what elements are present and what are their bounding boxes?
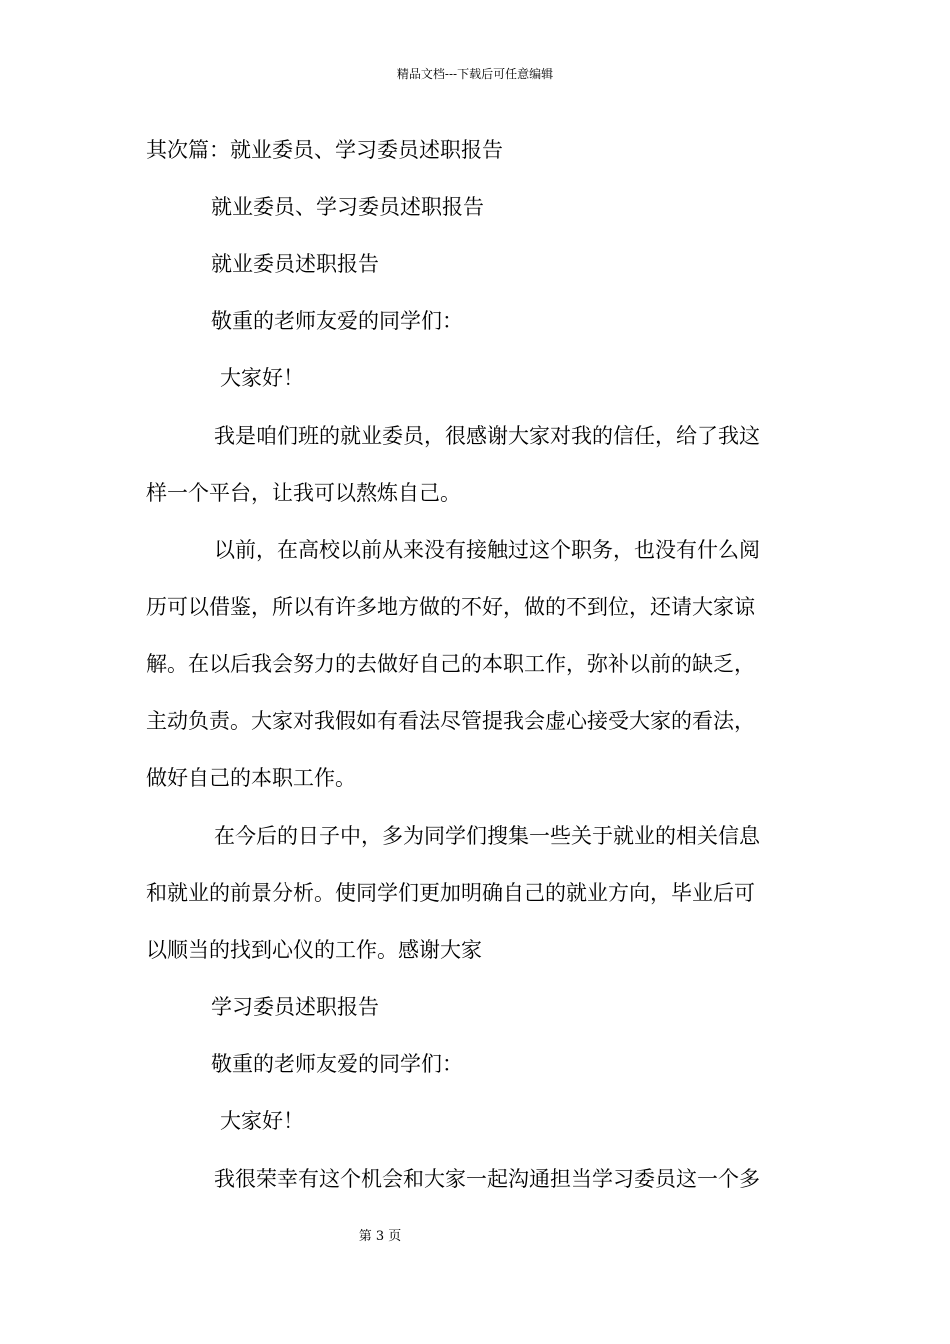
paragraph-line: 做好自己的本职工作。 bbox=[146, 766, 356, 790]
paragraph-line: 解。在以后我会努力的去做好自己的本职工作，弥补以前的缺乏， bbox=[146, 652, 755, 676]
paragraph-line: 以前，在高校以前从来没有接触过这个职务，也没有什么阅 bbox=[214, 538, 760, 562]
paragraph-line: 和就业的前景分析。使同学们更加明确自己的就业方向，毕业后可 bbox=[146, 881, 755, 905]
paragraph-line: 历可以借鉴，所以有许多地方做的不好，做的不到位，还请大家谅 bbox=[146, 595, 755, 619]
salutation-employment: 敬重的老师友爱的同学们： bbox=[211, 309, 463, 333]
salutation-study: 敬重的老师友爱的同学们： bbox=[211, 1052, 463, 1076]
document-heading: 其次篇：就业委员、学习委员述职报告 bbox=[146, 138, 503, 162]
paragraph-line: 主动负责。大家对我假如有看法尽管提我会虚心接受大家的看法， bbox=[146, 709, 755, 733]
page-number: 第 3 页 bbox=[358, 1229, 402, 1244]
document-subtitle: 就业委员、学习委员述职报告 bbox=[211, 195, 484, 219]
paragraph-line: 在今后的日子中，多为同学们搜集一些关于就业的相关信息 bbox=[214, 824, 760, 848]
section-title-study: 学习委员述职报告 bbox=[211, 995, 379, 1019]
paragraph-line: 以顺当的找到心仪的工作。感谢大家 bbox=[146, 938, 482, 962]
paragraph-line: 样一个平台，让我可以熬炼自己。 bbox=[146, 481, 461, 505]
page-header: 精品文档---下载后可任意编辑 bbox=[396, 67, 554, 81]
greeting-employment: 大家好！ bbox=[220, 366, 304, 390]
paragraph-line: 我是咱们班的就业委员，很感谢大家对我的信任，给了我这 bbox=[214, 424, 760, 448]
section-title-employment: 就业委员述职报告 bbox=[211, 252, 379, 276]
greeting-study: 大家好！ bbox=[220, 1109, 304, 1133]
paragraph-line: 我很荣幸有这个机会和大家一起沟通担当学习委员这一个多 bbox=[214, 1167, 760, 1191]
